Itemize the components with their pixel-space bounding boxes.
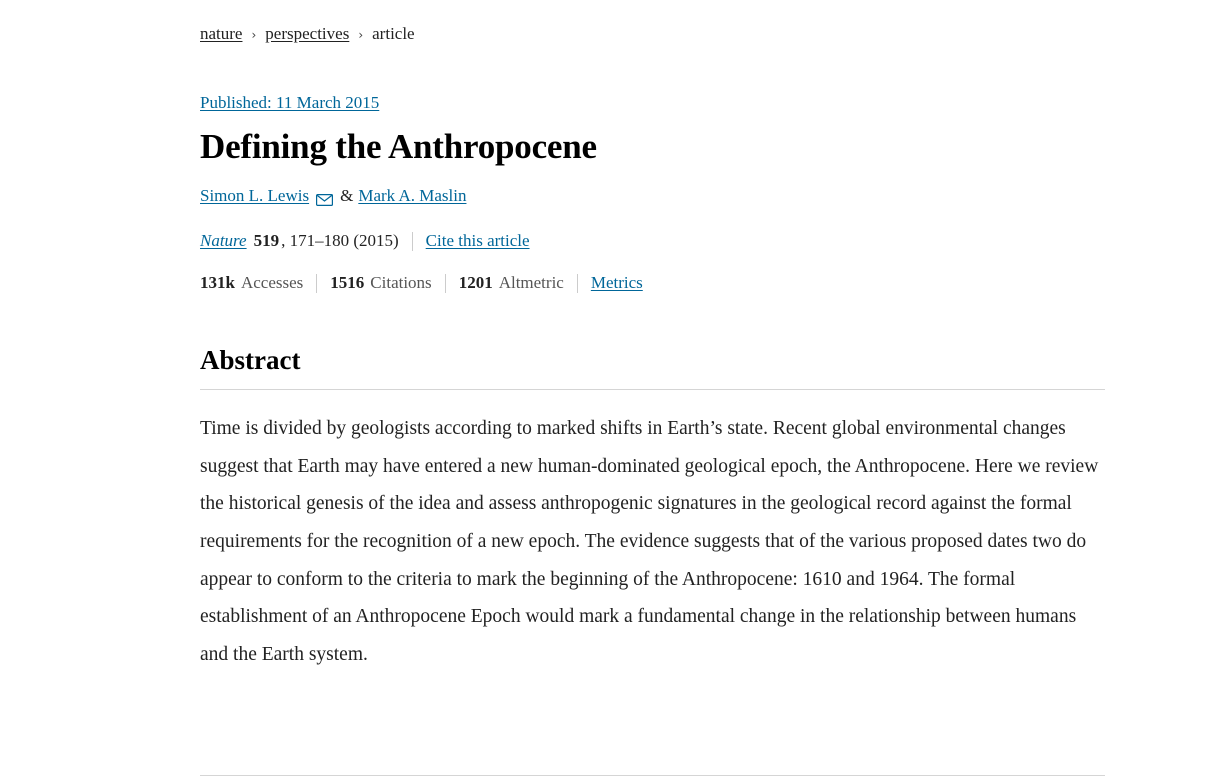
breadcrumb-separator-icon: › bbox=[358, 28, 364, 42]
breadcrumb-separator-icon: › bbox=[251, 28, 257, 42]
author-link-2[interactable]: Mark A. Maslin bbox=[358, 186, 467, 206]
breadcrumb-item-perspectives[interactable]: perspectives bbox=[265, 24, 350, 43]
divider bbox=[445, 274, 446, 293]
metrics-link[interactable]: Metrics bbox=[590, 273, 643, 293]
journal-volume: 519 bbox=[253, 231, 280, 251]
breadcrumb bbox=[200, 0, 1105, 44]
abstract-heading: Abstract bbox=[200, 345, 301, 376]
journal-pages-year: , 171–180 (2015) bbox=[281, 231, 399, 251]
breadcrumb-item-article: article bbox=[372, 24, 415, 43]
accesses-count: 131k bbox=[200, 273, 235, 293]
altmetric-count: 1201 bbox=[458, 273, 493, 293]
abstract-text: Time is divided by geologists according to marked shifts in Earth’s state. Recent global environmental changes suggest that Earth may have entered a new human-dominated geological epoch, the Anthropocene. Here we review the historical genesis of the idea and assess anthropogenic signatures in the geological record against the formal requirements for the recognition of a new epoch. The evidence suggests that of the various proposed dates two do appear to conform to the criteria to mark the beginning of the Anthropocene: 1610 and 1964. The formal establishment of an Anthropocene Epoch would mark a fundamental change in the relationship between humans and the Earth system. bbox=[200, 418, 1099, 665]
article-content bbox=[200, 0, 1105, 693]
citations-label: Citations bbox=[370, 273, 432, 293]
accesses-label: Accesses bbox=[240, 273, 304, 293]
published-date-link[interactable]: Published: 11 March 2015 bbox=[200, 93, 380, 112]
journal-citation bbox=[200, 231, 1105, 251]
breadcrumb-item-nature[interactable]: nature bbox=[200, 24, 243, 43]
author-conjunction: & bbox=[340, 186, 354, 206]
journal-name-link[interactable]: Nature bbox=[200, 231, 247, 251]
divider bbox=[412, 232, 413, 251]
altmetric-label: Altmetric bbox=[498, 273, 564, 293]
metrics-bar bbox=[200, 273, 1105, 293]
author-list bbox=[200, 186, 1105, 206]
citations-count: 1516 bbox=[330, 273, 365, 293]
divider bbox=[577, 274, 578, 293]
divider bbox=[316, 274, 317, 293]
page-title: Defining the Anthropocene bbox=[200, 127, 597, 166]
abstract-divider bbox=[200, 389, 1105, 390]
section-divider bbox=[200, 775, 1105, 776]
author-link-1[interactable]: Simon L. Lewis bbox=[200, 186, 310, 206]
cite-this-article-link[interactable]: Cite this article bbox=[425, 231, 530, 251]
envelope-icon[interactable] bbox=[316, 191, 333, 203]
published-date bbox=[200, 93, 1105, 113]
